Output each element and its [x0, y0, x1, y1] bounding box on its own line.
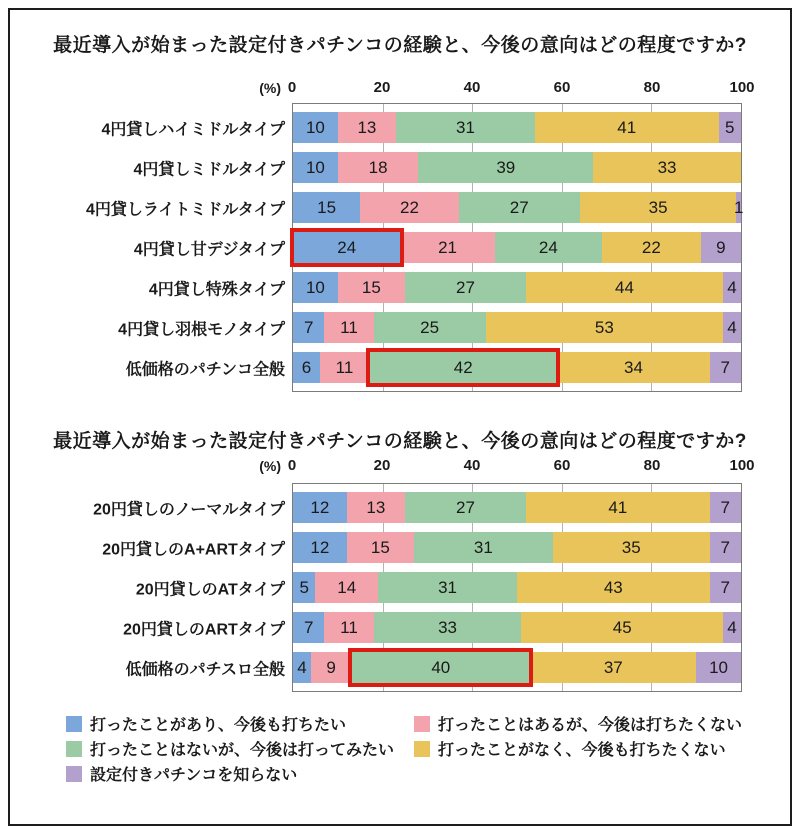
segment-value: 6	[301, 357, 312, 377]
axis-tick: 0	[287, 79, 297, 96]
segment-value: 53	[594, 317, 614, 337]
highlight-box	[290, 228, 404, 267]
segment-value: 31	[456, 117, 475, 137]
legend-swatch	[414, 716, 430, 732]
segment-value: 9	[326, 657, 336, 677]
bar-segment	[696, 652, 741, 683]
row-label: 4円貸し羽根モノタイプ	[118, 321, 285, 339]
chart2-axis	[259, 457, 755, 477]
bar-segment	[374, 312, 486, 343]
bar-segment	[293, 152, 338, 183]
row-label: 4円貸し甘デジタイプ	[133, 241, 285, 259]
segment-value: 27	[509, 197, 529, 217]
axis-tick: 20	[373, 457, 391, 474]
row-label: 4円貸しライトミドルタイプ	[86, 201, 285, 219]
bar-segment	[293, 272, 338, 303]
legend-column	[414, 711, 742, 761]
bar-segment	[418, 152, 593, 183]
legend-item	[66, 736, 394, 761]
segment-value: 13	[357, 117, 377, 137]
bar-segment	[701, 232, 741, 263]
legend-item	[66, 761, 394, 786]
legend	[0, 711, 800, 791]
segment-value: 7	[720, 357, 731, 377]
axis-tick: 80	[643, 457, 661, 474]
bar-segment	[293, 652, 311, 683]
segment-value: 10	[305, 277, 325, 297]
segment-value: 44	[615, 277, 634, 297]
row-label: 20円貸しのATタイプ	[135, 581, 285, 599]
legend-item	[66, 711, 394, 736]
bar-segment	[553, 532, 710, 563]
legend-swatch	[66, 766, 82, 782]
axis-unit-label: (%)	[259, 458, 281, 474]
chart1-plot-area	[86, 103, 744, 392]
segment-value: 35	[648, 197, 668, 217]
bar-segment	[338, 272, 405, 303]
segment-value: 11	[335, 357, 354, 377]
chart1-axis	[259, 79, 755, 99]
segment-value: 7	[720, 577, 731, 597]
bar-segment	[293, 312, 324, 343]
bar-segment	[521, 612, 723, 643]
bar-segment	[459, 192, 580, 223]
segment-value: 4	[297, 657, 307, 677]
segment-value: 7	[303, 617, 314, 637]
segment-value: 11	[340, 317, 358, 337]
bar-segment	[338, 112, 396, 143]
segment-value: 41	[608, 497, 628, 517]
axis-tick: 60	[553, 79, 571, 96]
bar-row	[125, 348, 741, 388]
bar-segment	[405, 492, 526, 523]
bar-segment	[710, 572, 741, 603]
bar-row	[101, 108, 741, 148]
bar-segment	[580, 192, 737, 223]
bar-segment	[315, 572, 378, 603]
bar-segment	[535, 112, 719, 143]
row-label: 20円貸しのARTタイプ	[123, 621, 285, 639]
segment-value: 7	[303, 317, 314, 337]
segment-value: 9	[716, 237, 726, 257]
axis-tick: 100	[729, 457, 755, 474]
bar-segment	[378, 572, 517, 603]
segment-value: 27	[456, 277, 475, 297]
bar-row	[135, 568, 741, 608]
bar-row	[125, 648, 741, 688]
legend-column	[66, 711, 394, 786]
bar-track	[293, 232, 741, 263]
segment-value: 25	[420, 317, 440, 337]
bar-segment	[710, 492, 741, 523]
segment-value: 34	[623, 357, 643, 377]
axis-tick: 0	[287, 457, 297, 474]
bar-segment	[293, 572, 315, 603]
segment-value: 11	[340, 617, 358, 637]
bar-segment	[347, 492, 405, 523]
segment-value: 15	[317, 197, 337, 217]
axis-tick: 80	[643, 79, 661, 96]
segment-value: 31	[473, 537, 493, 557]
bar-segment	[324, 612, 373, 643]
chart2-title: 最近導入が始まった設定付きパチンコの経験と、今後の意向はどの程度ですか?	[53, 431, 747, 452]
bar-segment	[401, 232, 495, 263]
segment-value: 35	[621, 537, 641, 557]
segment-value: 15	[361, 277, 381, 297]
bar-segment	[723, 272, 741, 303]
bar-segment	[293, 532, 347, 563]
segment-value: 10	[709, 657, 729, 677]
bar-segment	[405, 272, 526, 303]
bar-segment	[517, 572, 710, 603]
axis-tick: 40	[463, 457, 481, 474]
axis-tick: 100	[729, 79, 755, 96]
highlight-box	[348, 648, 533, 687]
segment-value: 7	[720, 497, 731, 517]
bar-segment	[324, 312, 373, 343]
bar-segment	[347, 532, 414, 563]
legend-swatch	[66, 716, 82, 732]
axis-tick: 20	[373, 79, 391, 96]
bar-row	[102, 528, 741, 568]
legend-label: 打ったことはないが、今後は打ってみたい	[90, 742, 395, 759]
segment-value: 33	[438, 617, 457, 637]
bar-track	[293, 572, 741, 603]
axis-tick: 40	[463, 79, 481, 96]
row-label: 4円貸しミドルタイプ	[133, 161, 285, 179]
bar-segment	[733, 192, 744, 223]
segment-value: 12	[310, 497, 330, 517]
segment-value: 13	[366, 497, 386, 517]
bar-segment	[526, 272, 723, 303]
row-label: 20円貸しのノーマルタイプ	[93, 501, 285, 519]
chart2-plot-area	[93, 483, 742, 692]
segment-value: 4	[727, 317, 737, 337]
row-label: 4円貸しハイミドルタイプ	[101, 121, 285, 139]
legend-label: 設定付きパチンコを知らない	[90, 767, 298, 784]
segment-value: 37	[603, 657, 623, 677]
segment-value: 12	[310, 537, 330, 557]
segment-value: 21	[438, 237, 458, 257]
bar-segment	[723, 612, 741, 643]
bar-track	[293, 312, 741, 343]
segment-value: 42	[453, 357, 473, 377]
segment-value: 5	[299, 577, 309, 597]
bar-segment	[338, 152, 419, 183]
axis-unit-label: (%)	[259, 80, 281, 96]
bar-segment	[396, 112, 535, 143]
bar-segment	[414, 532, 553, 563]
segment-value: 27	[456, 497, 475, 517]
legend-swatch	[66, 741, 82, 757]
axis-tick: 60	[553, 457, 571, 474]
bar-track	[293, 652, 741, 683]
bar-segment	[293, 352, 320, 383]
bar-row	[148, 268, 741, 308]
segment-value: 15	[370, 537, 390, 557]
bar-track	[293, 612, 741, 643]
bar-segment	[593, 152, 741, 183]
bar-segment	[293, 492, 347, 523]
bar-row	[133, 148, 741, 188]
bar-row	[93, 488, 741, 528]
segment-value: 7	[720, 537, 731, 557]
bar-track	[293, 352, 741, 383]
chart1-title: 最近導入が始まった設定付きパチンコの経験と、今後の意向はどの程度ですか?	[53, 35, 747, 56]
legend-label: 打ったことがあり、今後も打ちたい	[90, 717, 347, 734]
bar-row	[133, 228, 741, 268]
row-label: 4円貸し特殊タイプ	[148, 281, 285, 299]
legend-label: 打ったことがなく、今後も打ちたくない	[438, 742, 726, 759]
segment-value: 41	[617, 117, 637, 137]
legend-swatch	[414, 741, 430, 757]
bar-segment	[293, 192, 360, 223]
segment-value: 14	[337, 577, 357, 597]
bar-track	[293, 532, 741, 563]
segment-value: 45	[612, 617, 632, 637]
bar-segment	[360, 192, 459, 223]
bar-segment	[374, 612, 522, 643]
segment-value: 40	[431, 657, 451, 677]
segment-value: 18	[368, 157, 388, 177]
bar-segment	[719, 112, 741, 143]
bar-row	[123, 608, 741, 648]
bar-segment	[710, 352, 741, 383]
segment-value: 4	[727, 277, 737, 297]
segment-value: 10	[305, 117, 325, 137]
segment-value: 10	[305, 157, 325, 177]
bar-track	[293, 112, 741, 143]
bar-segment	[530, 652, 696, 683]
bar-segment	[710, 532, 741, 563]
segment-value: 22	[641, 237, 661, 257]
bar-track	[293, 192, 744, 223]
row-label: 20円貸しのA+ARTタイプ	[102, 541, 285, 559]
segment-value: 24	[538, 237, 558, 257]
row-label: 低価格のパチンコ全般	[125, 361, 285, 379]
bar-row	[86, 188, 744, 228]
bar-segment	[486, 312, 723, 343]
legend-item	[414, 711, 742, 736]
bar-track	[293, 152, 741, 183]
bar-segment	[320, 352, 369, 383]
segment-value: 4	[727, 617, 737, 637]
segment-value: 24	[337, 237, 357, 257]
bar-segment	[557, 352, 709, 383]
legend-item	[414, 736, 742, 761]
segment-value: 33	[657, 157, 677, 177]
segment-value: 39	[496, 157, 516, 177]
segment-value: 22	[400, 197, 419, 217]
bar-segment	[293, 112, 338, 143]
row-label: 低価格のパチスロ全般	[125, 661, 285, 679]
segment-value: 43	[603, 577, 623, 597]
bar-segment	[723, 312, 741, 343]
bar-segment	[602, 232, 701, 263]
bar-segment	[495, 232, 603, 263]
bar-segment	[293, 612, 324, 643]
bar-row	[118, 308, 741, 348]
bar-track	[293, 272, 741, 303]
bar-segment	[311, 652, 351, 683]
legend-label: 打ったことはあるが、今後は打ちたくない	[438, 717, 743, 734]
segment-value: 31	[438, 577, 457, 597]
segment-value: 1	[733, 197, 744, 217]
bar-track	[293, 492, 741, 523]
bar-segment	[526, 492, 710, 523]
highlight-box	[366, 348, 560, 387]
segment-value: 5	[725, 117, 735, 137]
